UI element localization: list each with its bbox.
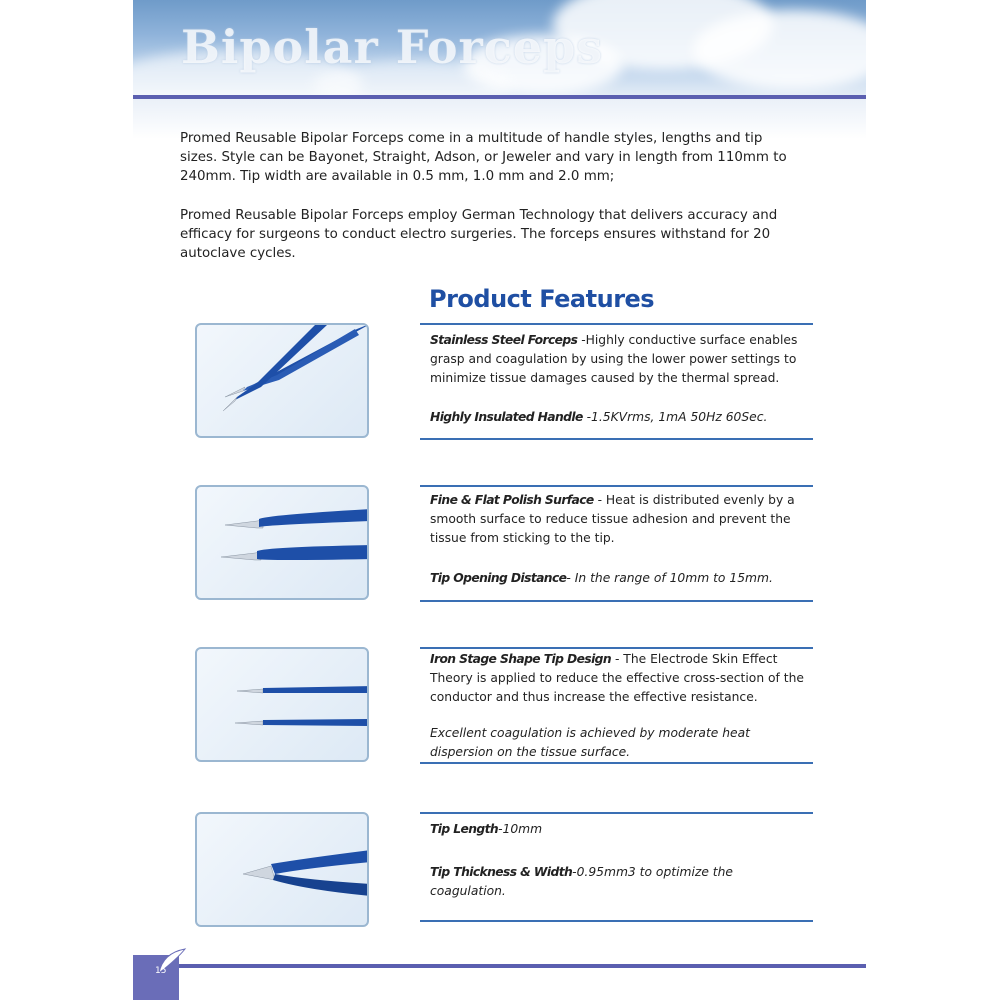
forceps-image-4 <box>195 812 369 927</box>
feature-4-length: Tip Length-10mm <box>430 822 543 836</box>
feature-3-desc: Iron Stage Shape Tip Design - The Electrode Skin Effect Theory is applied to reduce the effective cross-section of the conductor and thus increase the effective resistance. <box>430 652 804 704</box>
page-title: Bipolar Forceps <box>181 20 604 74</box>
feature-1-desc: Stainless Steel Forceps -Highly conductive surface enables grasp and coagulation by using the lower power settings to minimize tissue damages caused by the thermal spread. <box>430 333 798 385</box>
feature-block-4 <box>420 812 813 924</box>
feature-1-spec: Highly Insulated Handle -1.5KVrms, 1mA 50Hz 60Sec. <box>430 410 768 424</box>
feature-block-1 <box>420 323 813 441</box>
intro-paragraph-1: Promed Reusable Bipolar Forceps come in a multitude of handle styles, lengths and tip sizes. Style can be Bayonet, Straight, Adson, or Jeweler and vary in length from 110mm to 240mm. Tip width are available in 0.5 mm, 1.0 mm and 2.0 mm; <box>180 131 787 184</box>
page <box>133 0 866 1000</box>
feature-4-thickness: Tip Thickness & Width-0.95mm3 to optimize the coagulation. <box>430 865 733 898</box>
forceps-image-3 <box>195 647 369 762</box>
page-number: 15 <box>155 966 167 976</box>
feature-3-note: Excellent coagulation is achieved by moderate heat dispersion on the tissue surface. <box>430 726 750 759</box>
forceps-image-2 <box>195 485 369 600</box>
feature-block-3 <box>420 647 813 765</box>
section-title: Product Features <box>429 285 655 313</box>
forceps-image-1 <box>195 323 369 438</box>
page-footer <box>133 955 866 1000</box>
feature-block-2 <box>420 485 813 603</box>
feature-2-spec: Tip Opening Distance- In the range of 10mm to 15mm. <box>430 571 773 585</box>
header-banner <box>133 0 866 98</box>
intro-paragraph-2: Promed Reusable Bipolar Forceps employ German Technology that delivers accuracy and efficacy for surgeons to conduct electro surgeries. The forceps ensures withstand for 20 autoclave cycles. <box>180 208 778 261</box>
feature-2-desc: Fine & Flat Polish Surface - Heat is distributed evenly by a smooth surface to reduce tissue adhesion and prevent the tissue from sticking to the tip. <box>430 493 795 545</box>
